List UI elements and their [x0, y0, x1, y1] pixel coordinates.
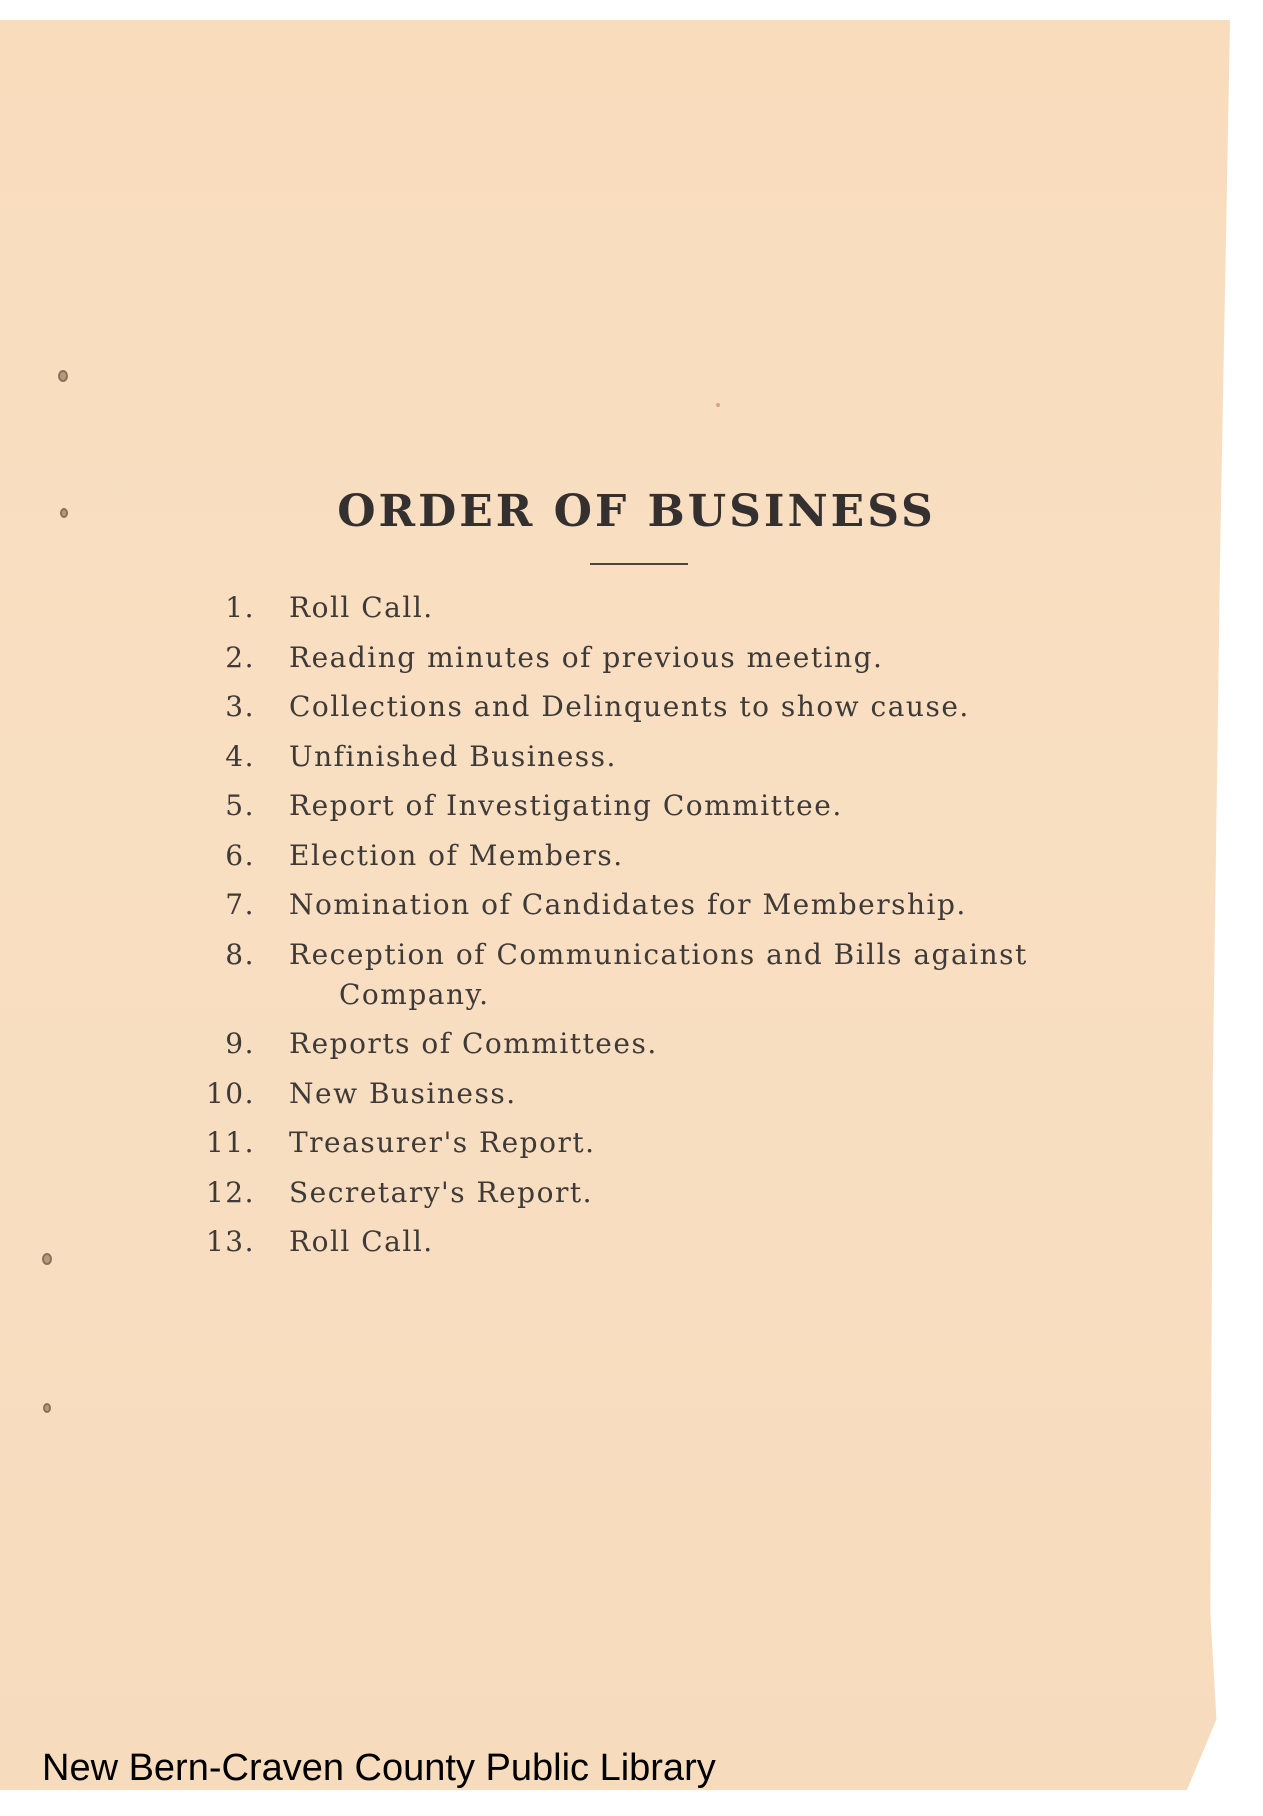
agenda-item — [195, 1074, 1095, 1114]
agenda-item — [195, 588, 1095, 628]
agenda-item — [195, 1222, 1095, 1262]
agenda-item-text: Reading minutes of previous meeting. — [289, 640, 884, 674]
agenda-item — [195, 687, 1095, 727]
agenda-item — [195, 786, 1095, 826]
library-attribution: New Bern-Craven County Public Library — [42, 1747, 716, 1789]
agenda-item-text: Roll Call. — [289, 591, 434, 624]
agenda-item — [195, 836, 1095, 876]
agenda-item-text: Unfinished Business. — [289, 739, 617, 773]
agenda-item-text: Report of Investigating Committee. — [289, 789, 843, 822]
agenda-item-number: 7. — [225, 888, 255, 921]
agenda-item — [195, 935, 1095, 1015]
agenda-item-number: 1. — [225, 591, 255, 624]
agenda-item-number: 13. — [205, 1225, 255, 1258]
title-divider — [590, 563, 688, 565]
agenda-item-text: Reception of Communications and Bills against Company. — [289, 937, 1028, 1011]
agenda-item-number: 10. — [205, 1076, 255, 1110]
agenda-item — [195, 885, 1095, 925]
punch-hole-4 — [43, 1403, 51, 1413]
agenda-item-number: 6. — [225, 838, 255, 872]
agenda-item — [195, 1123, 1095, 1163]
agenda-item-number: 2. — [225, 640, 255, 674]
punch-hole-3 — [42, 1253, 52, 1265]
agenda-item-number: 5. — [225, 789, 255, 822]
agenda-list — [195, 588, 1095, 1272]
agenda-item-text: Roll Call. — [289, 1225, 434, 1258]
agenda-item-text: Secretary's Report. — [289, 1175, 593, 1209]
agenda-item-text: Collections and Delinquents to show cause. — [289, 690, 970, 723]
agenda-item-text: Nomination of Candidates for Membership. — [289, 888, 967, 921]
agenda-item-number: 3. — [225, 690, 255, 723]
paper-speck — [716, 403, 720, 407]
agenda-item-number: 11. — [205, 1126, 255, 1159]
agenda-item — [195, 1024, 1095, 1064]
agenda-item-text: Treasurer's Report. — [289, 1126, 596, 1159]
agenda-item — [195, 1173, 1095, 1213]
page-title: ORDER OF BUSINESS — [337, 486, 936, 537]
agenda-item-text: Reports of Committees. — [289, 1027, 658, 1060]
agenda-item-text: New Business. — [289, 1076, 517, 1110]
agenda-item-number: 4. — [225, 739, 255, 773]
agenda-item — [195, 737, 1095, 777]
agenda-item-number: 8. — [225, 937, 255, 971]
agenda-item-number: 12. — [205, 1175, 255, 1209]
agenda-item-text: Election of Members. — [289, 838, 624, 872]
agenda-item — [195, 638, 1095, 678]
agenda-item-number: 9. — [225, 1027, 255, 1060]
punch-hole-1 — [58, 370, 68, 382]
